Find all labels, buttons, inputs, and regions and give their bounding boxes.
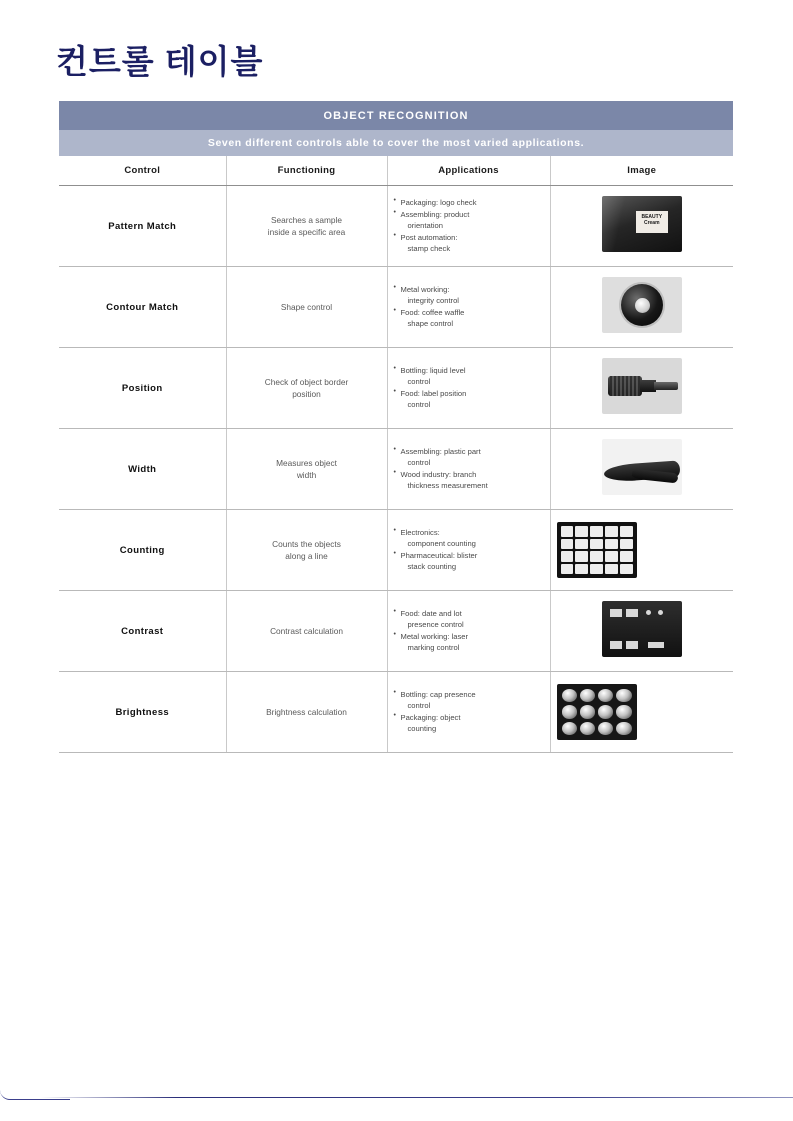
contrast-thumbnail (602, 601, 682, 657)
application-text: Metal working: laser (400, 632, 469, 641)
application-item (394, 209, 544, 231)
component-cell (575, 551, 588, 562)
cell-applications (387, 186, 550, 267)
functioning-line: inside a specific area (267, 227, 346, 237)
application-text-cont: marking control (407, 643, 460, 652)
component-cell (620, 526, 633, 537)
footer-divider-bar (40, 1097, 793, 1098)
cell-control: Width (59, 429, 226, 510)
footer-divider (0, 1097, 793, 1099)
component-cell (590, 539, 603, 550)
component-cell (590, 551, 603, 562)
application-item (394, 689, 544, 711)
laser-mark (626, 609, 638, 617)
application-text: Bottling: liquid level (400, 366, 466, 375)
component-cell (620, 539, 633, 550)
cap-item (616, 689, 631, 702)
application-text-cont: control (407, 377, 431, 386)
cap-item (580, 689, 595, 702)
application-text-cont: counting (407, 724, 437, 733)
counting-thumbnail (557, 522, 637, 578)
cell-functioning (226, 267, 387, 348)
application-text: Wood industry: branch (400, 470, 477, 479)
functioning-line: Contrast calculation (270, 625, 343, 636)
position-thumbnail (602, 358, 682, 414)
application-item (394, 284, 544, 306)
cell-functioning (226, 348, 387, 429)
application-text-cont: control (407, 400, 431, 409)
cell-functioning (226, 672, 387, 753)
application-text: Post automation: (400, 233, 458, 242)
component-cell (605, 526, 618, 537)
cap-item (598, 705, 613, 718)
application-text: Food: label position (400, 389, 467, 398)
application-text: Food: date and lot (400, 609, 462, 618)
laser-mark (648, 642, 664, 648)
application-text: Packaging: logo check (400, 198, 477, 207)
application-item (394, 631, 544, 653)
cell-applications (387, 267, 550, 348)
application-text-cont: presence control (407, 620, 464, 629)
application-text: Assembling: plastic part (400, 447, 481, 456)
cap-item (580, 722, 595, 735)
component-cell (620, 551, 633, 562)
application-item (394, 550, 544, 572)
cell-functioning (226, 591, 387, 672)
application-item (394, 232, 544, 254)
application-text-cont: orientation (407, 221, 443, 230)
component-cell (561, 551, 574, 562)
application-text: Food: coffee waffle (400, 308, 465, 317)
cap-item (598, 722, 613, 735)
table-row (59, 267, 733, 348)
component-cell (561, 564, 574, 575)
product-label: BEAUTY Cream (636, 211, 668, 233)
component-cell (590, 526, 603, 537)
application-text: Packaging: object (400, 713, 461, 722)
table-row (59, 591, 733, 672)
table-row (59, 510, 733, 591)
cell-applications (387, 348, 550, 429)
application-item (394, 712, 544, 734)
cell-applications (387, 429, 550, 510)
component-cell (605, 539, 618, 550)
functioning-line: Measures object (276, 457, 337, 468)
cell-functioning (226, 429, 387, 510)
application-text: Assembling: product (400, 210, 470, 219)
column-header-control: Control (59, 156, 226, 186)
application-item (394, 469, 544, 491)
laser-mark (610, 609, 622, 617)
table-banner-title: OBJECT RECOGNITION (59, 101, 733, 130)
cap-item (562, 705, 577, 718)
thumbnail-highlight (602, 196, 626, 252)
application-text-cont: control (407, 701, 431, 710)
table-row (59, 672, 733, 753)
pattern-match-thumbnail (602, 196, 682, 252)
table-row (59, 186, 733, 267)
cell-image (550, 186, 733, 267)
application-text: Metal working: (400, 285, 450, 294)
contour-match-thumbnail (602, 277, 682, 333)
brightness-thumbnail (557, 684, 637, 740)
cell-control: Counting (59, 510, 226, 591)
laser-mark (610, 641, 622, 649)
cell-applications (387, 591, 550, 672)
application-text-cont: stamp check (407, 244, 451, 253)
cap-item (598, 689, 613, 702)
control-table-section (59, 101, 733, 753)
component-cell (575, 564, 588, 575)
cap-item (580, 705, 595, 718)
cell-control: Brightness (59, 672, 226, 753)
table-row (59, 429, 733, 510)
functioning-line: along a line (285, 551, 328, 561)
functioning-line: Shape control (280, 301, 333, 312)
component-cell (605, 564, 618, 575)
functioning-line: Check of object border (264, 376, 349, 387)
application-text-cont: component counting (407, 539, 476, 548)
cell-image (550, 672, 733, 753)
cell-functioning (226, 510, 387, 591)
functioning-line: Counts the objects (272, 538, 341, 549)
application-text-cont: shape control (407, 319, 454, 328)
application-item (394, 446, 544, 468)
cell-functioning (226, 186, 387, 267)
column-header-image: Image (550, 156, 733, 186)
cell-control: Position (59, 348, 226, 429)
connector-ridges (610, 376, 640, 396)
component-cell (561, 526, 574, 537)
component-cell (620, 564, 633, 575)
application-text: Pharmaceutical: blister (400, 551, 478, 560)
table-header-row (59, 156, 733, 186)
table-banner-subtitle: Seven different controls able to cover the most varied applications. (59, 130, 733, 156)
table-row (59, 348, 733, 429)
component-cell (575, 539, 588, 550)
laser-mark (658, 610, 663, 615)
application-item (394, 608, 544, 630)
width-thumbnail (602, 439, 682, 495)
cap-item (616, 722, 631, 735)
component-cell (605, 551, 618, 562)
functioning-line: Brightness calculation (266, 706, 347, 717)
cap-item (616, 705, 631, 718)
component-cell (575, 526, 588, 537)
functioning-line: width (296, 470, 317, 480)
application-text-cont: stack counting (407, 562, 457, 571)
cell-image (550, 348, 733, 429)
application-item (394, 365, 544, 387)
functioning-line: Searches a sample (270, 214, 343, 225)
application-item (394, 388, 544, 410)
cap-item (562, 722, 577, 735)
application-item (394, 197, 544, 208)
component-cell (561, 539, 574, 550)
column-header-functioning: Functioning (226, 156, 387, 186)
cell-control: Contour Match (59, 267, 226, 348)
cell-image (550, 591, 733, 672)
laser-mark (646, 610, 651, 615)
footer-divider-curve (0, 1090, 70, 1100)
cell-applications (387, 510, 550, 591)
page-title: 컨트롤 테이블 (56, 43, 264, 81)
application-text: Bottling: cap presence (400, 690, 476, 699)
connector-tip (654, 382, 678, 390)
ring-center (635, 298, 650, 313)
column-header-applications: Applications (387, 156, 550, 186)
cell-control: Contrast (59, 591, 226, 672)
cell-control: Pattern Match (59, 186, 226, 267)
cell-image (550, 267, 733, 348)
cell-image (550, 429, 733, 510)
application-item (394, 527, 544, 549)
application-text-cont: integrity control (407, 296, 459, 305)
functioning-line: position (292, 389, 321, 399)
cell-image (550, 510, 733, 591)
application-item (394, 307, 544, 329)
application-text: Electronics: (400, 528, 440, 537)
cell-applications (387, 672, 550, 753)
laser-mark (626, 641, 638, 649)
application-text-cont: control (407, 458, 431, 467)
application-text-cont: thickness measurement (407, 481, 488, 490)
control-table (59, 156, 733, 753)
cap-item (562, 689, 577, 702)
component-cell (590, 564, 603, 575)
